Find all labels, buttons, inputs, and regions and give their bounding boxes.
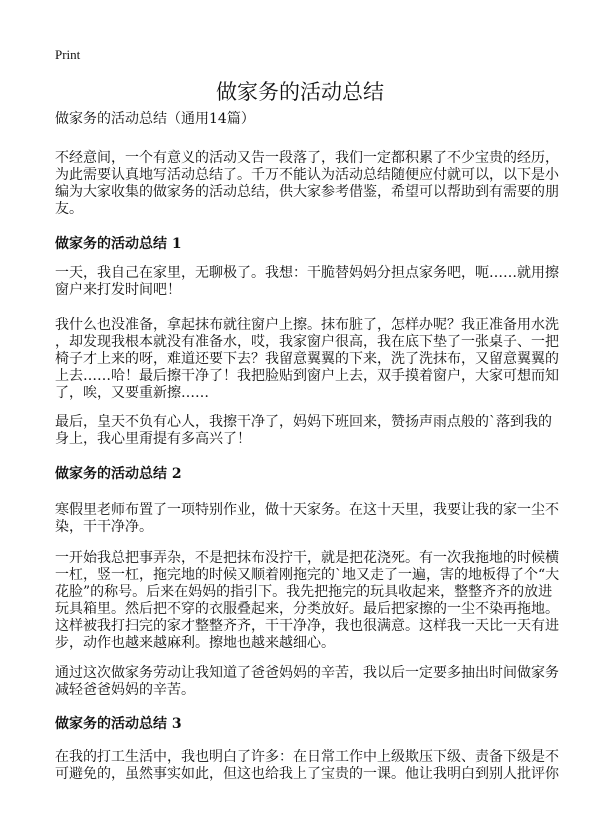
text-line: 椅子才上来的呀，难道还要下去？我留意翼翼的下来，洗了洗抹布，又留意翼翼的 bbox=[55, 351, 559, 367]
paragraph bbox=[55, 665, 559, 699]
text-line: 编为大家收集的做家务的活动总结，供大家参考借鉴，希望可以帮助到有需要的朋 bbox=[55, 184, 559, 200]
text-line: 寒假里老师布置了一项特别作业，做十天家务。在这十天里，我要让我的家一尘不 bbox=[55, 502, 559, 518]
paragraph bbox=[55, 550, 560, 652]
paragraph bbox=[55, 317, 559, 402]
text-line: 为此需要认真地写活动总结了。千万不能认为活动总结随便应付就可以，以下是小 bbox=[55, 167, 559, 183]
text-line: 最后，皇天不负有心人，我擦干净了，妈妈下班回来，赞扬声雨点般的`落到我的 bbox=[55, 414, 552, 430]
text-line: 染，干干净净。 bbox=[55, 519, 153, 535]
section-heading: 做家务的活动总结 2 bbox=[55, 466, 182, 482]
text-line: 我什么也没准备，拿起抹布就往窗户上擦。抹布脏了，怎样办呢？我正准备用水洗 bbox=[55, 317, 559, 333]
text-line: 可避免的，虽然事实如此，但这也给我上了宝贵的一课。他让我明白到别人批评你 bbox=[55, 766, 559, 782]
text-line: 在我的打工生活中，我也明白了许多：在日常工作中上级欺压下级、责备下级是不 bbox=[55, 749, 559, 765]
paragraph bbox=[55, 414, 555, 448]
text-line: 一天，我自己在家里，无聊极了。我想：干脆替妈妈分担点家务吧，呃……就用擦 bbox=[55, 265, 559, 281]
text-line: 上去……哈！最后擦干净了！我把脸贴到窗户上去，双手摸着窗户，大家可想而知 bbox=[55, 368, 559, 384]
text-line: 友。 bbox=[55, 201, 83, 217]
section-heading: 做家务的活动总结 1 bbox=[55, 236, 182, 252]
intro-paragraph bbox=[55, 150, 559, 218]
text-line: 花脸”的称号。后来在妈妈的指引下。我先把拖完的玩具收起来，整整齐齐的放进 bbox=[55, 584, 553, 600]
paragraph bbox=[55, 265, 559, 299]
text-line: 一开始我总把事弄杂，不是把抹布没拧干，就是把花浇死。有一次我拖地的时候横 bbox=[55, 550, 559, 566]
text-line: 一杠，竖一杠，拖完地的时候又顺着刚拖完的`地又走了一遍，害的地板得了个“大 bbox=[55, 567, 560, 583]
print-link[interactable]: Print bbox=[55, 47, 81, 62]
text-line: ，却发现我根本就没有准备水，哎，我家窗户很高，我在底下垫了一张桌子、一把 bbox=[55, 334, 559, 350]
text-line: 步，动作也越来越麻利。擦地也越来越细心。 bbox=[55, 635, 335, 651]
text-line: 减轻爸爸妈妈的辛苦。 bbox=[55, 682, 195, 698]
text-line: 通过这次做家务劳动让我知道了爸爸妈妈的辛苦，我以后一定要多抽出时间做家务 bbox=[55, 665, 559, 681]
subtitle: 做家务的活动总结（通用14篇） bbox=[55, 111, 255, 127]
text-line: 身上，我心里甭提有多高兴了！ bbox=[55, 431, 251, 447]
text-line: 窗户来打发时间吧！ bbox=[55, 282, 181, 298]
text-line: 不经意间，一个有意义的活动又告一段落了，我们一定都积累了不少宝贵的经历， bbox=[55, 150, 559, 166]
text-line: 这样被我打扫完的家才整整齐齐，干干净净，我也很满意。这样我一天比一天有进 bbox=[55, 618, 559, 634]
paragraph bbox=[55, 749, 559, 783]
paragraph bbox=[55, 502, 559, 536]
section-heading: 做家务的活动总结 3 bbox=[55, 716, 182, 732]
page-title: 做家务的活动总结 bbox=[216, 80, 384, 104]
text-line: 玩具箱里。然后把不穿的衣服叠起来，分类放好。最后把家擦的一尘不染再拖地。 bbox=[55, 601, 559, 617]
text-line: 了，唉，又要重新擦…… bbox=[55, 385, 209, 401]
